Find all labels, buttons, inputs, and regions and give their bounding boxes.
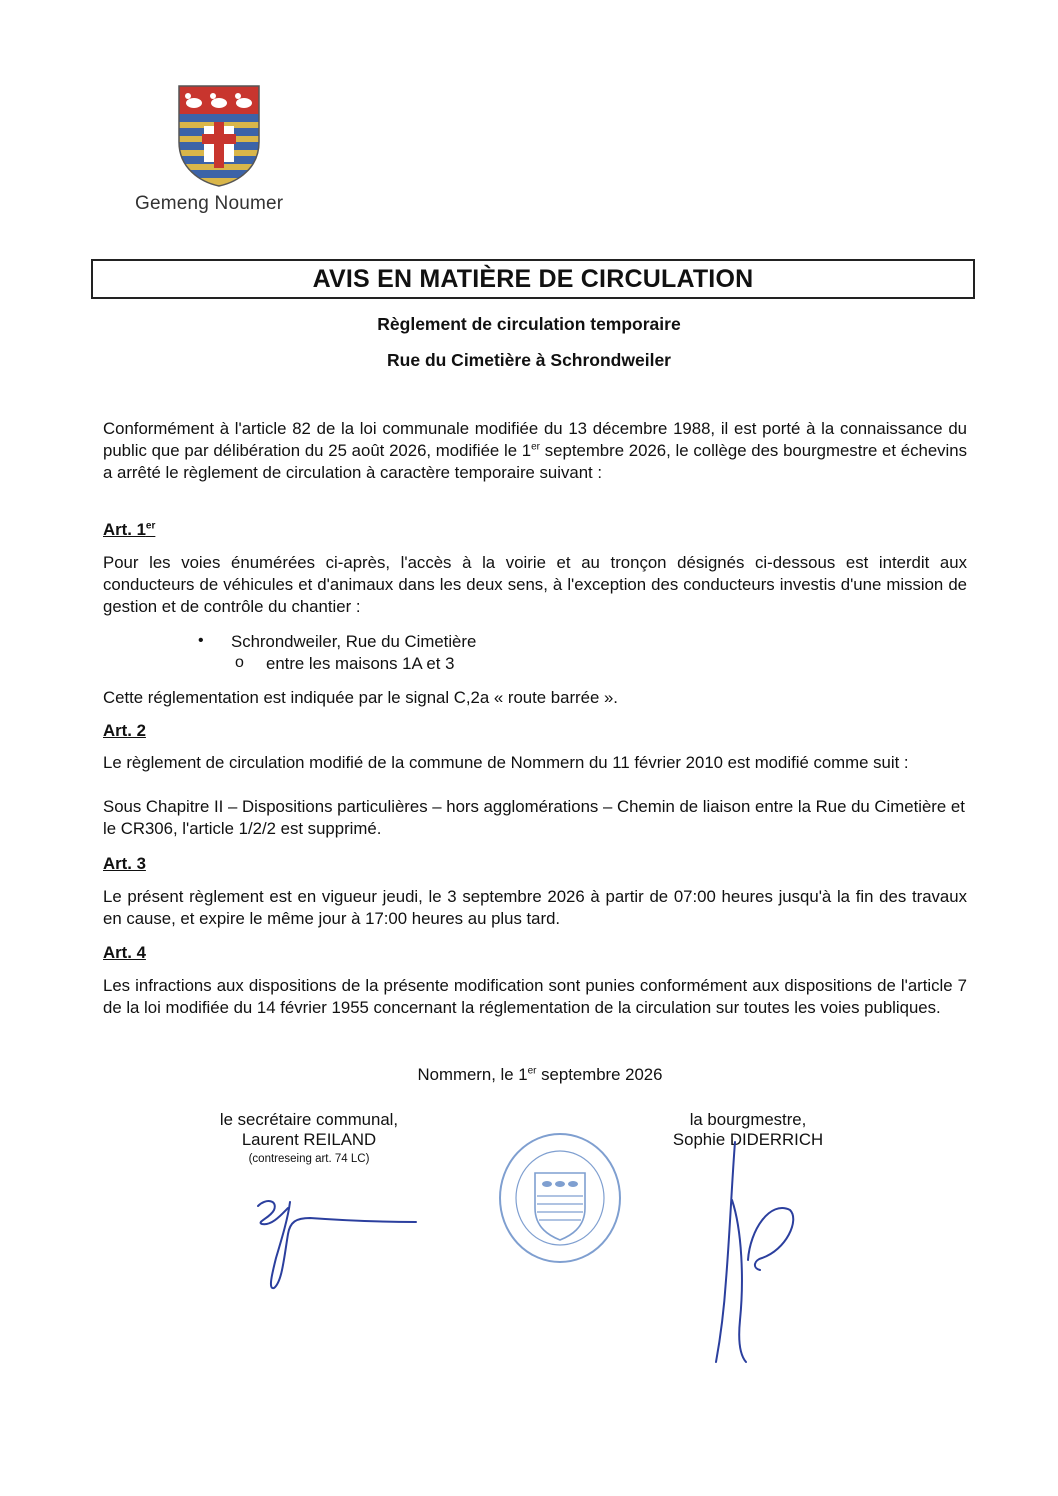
mayor-role: la bourgmestre,: [689, 1110, 807, 1129]
mayor-signature-icon: [690, 1140, 800, 1365]
title-box: [91, 259, 975, 299]
art2-heading: Art. 2: [103, 721, 146, 740]
art1-heading: Art. 1er: [103, 520, 156, 539]
art3-text: Le présent règlement est en vigueur jeudi, le 3 septembre 2026 à partir de 07:00 heures jusqu'à la fin des travaux en cause, et expire le même jour à 17:00 heures au plus tard.: [103, 887, 967, 928]
intro-paragraph: Conformément à l'article 82 de la loi communale modifiée du 13 décembre 1988, il est porté à la connaissance du public que par délibération du 25 août 2026, modifiée le 1er septembre 2026, le collège des bourgmestre et échevins a arrêté le règlement de circulation à caractère temporaire suivant :: [103, 419, 967, 482]
commune-name: Gemeng Noumer: [135, 193, 284, 214]
art2-text-2: Sous Chapitre II – Dispositions particulières – hors agglomérations – Chemin de liaison entre la Rue du Cimetière et le CR306, l'article 1/2/2 est supprimé.: [103, 797, 965, 838]
secretary-signature-block: [210, 1110, 408, 1168]
bullet-icon: •: [198, 632, 204, 649]
art1-sub-bullet: entre les maisons 1A et 3: [266, 654, 455, 673]
secretary-role: le secrétaire communal,: [219, 1110, 399, 1129]
coat-of-arms-icon: [176, 84, 262, 188]
subtitle-regulation: Règlement de circulation temporaire: [377, 314, 681, 334]
art4-heading: Art. 4: [103, 943, 146, 962]
subtitle-street: Rue du Cimetière à Schrondweiler: [387, 350, 671, 370]
sub-bullet-icon: o: [235, 654, 244, 671]
secretary-name: Laurent REILAND: [241, 1130, 377, 1149]
art3-heading: Art. 3: [103, 854, 146, 873]
art1-bullet: Schrondweiler, Rue du Cimetière: [231, 632, 477, 651]
place-and-date: Nommern, le 1er septembre 2026: [417, 1065, 663, 1084]
art1-text: Pour les voies énumérées ci-après, l'accès à la voirie et au tronçon désignés ci-dessous est interdit aux conducteurs de véhicules et d'animaux dans les deux sens, à l'exception des conducteurs investis d'une mission de gestion et de contrôle du chantier :: [103, 553, 967, 616]
art1-note: Cette réglementation est indiquée par le signal C,2a « route barrée ».: [103, 688, 618, 707]
page-title: AVIS EN MATIÈRE DE CIRCULATION: [312, 264, 754, 293]
secretary-note: (contreseing art. 74 LC): [248, 1153, 370, 1165]
mayor-name: Sophie DIDERRICH: [672, 1130, 824, 1149]
art4-text: Les infractions aux dispositions de la présente modification sont punies conformément aux dispositions de l'article 7 de la loi modifiée du 14 février 1955 concernant la réglementation de la circulation sur toutes les voies publiques.: [103, 976, 967, 1017]
art2-text: Le règlement de circulation modifié de la commune de Nommern du 11 février 2010 est modifié comme suit :: [103, 753, 909, 772]
official-stamp-icon: [495, 1128, 625, 1268]
secretary-signature-icon: [238, 1178, 428, 1298]
